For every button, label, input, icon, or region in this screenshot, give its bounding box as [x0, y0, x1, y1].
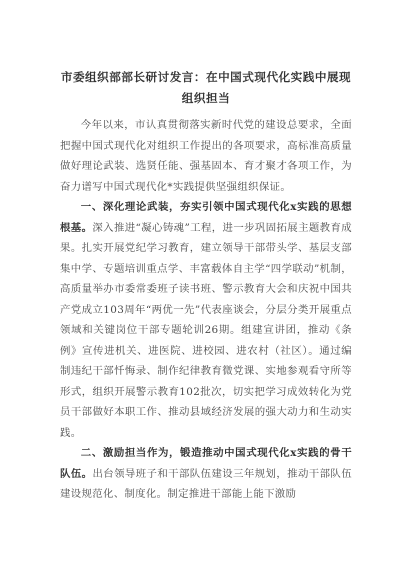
document-body [60, 115, 352, 505]
section-paragraph-1 [60, 197, 352, 443]
document-title: 市委组织部部长研讨发言：在中国式现代化实践中展现组织担当 [60, 70, 352, 105]
section-heading-1: 一、深化理论武装，夯实引领中国式现代化x实践的思想根基。 [60, 201, 352, 234]
section-body-2: 出台领导班子和干部队伍建设三年规划，推动干部队伍建设规范化、制度化。制定推进干部能上能下激励 [60, 467, 352, 500]
section-paragraph-2 [60, 443, 352, 505]
section-body-1: 深入推进“凝心铸魂”工程，进一步巩固拓展主题教育成果。扎实开展党纪学习教育，建立领导干部带头学、基层支部集中学、专题培训重点学、丰富载体自主学“四学联动”机制，高质量举办市委常委班子读书班、警示教育大会和庆祝中国共产党成立103周年“两优一先”代表座谈会，分层分类开展重点领域和关键岗位干部专题轮训26期。组建宣讲团，推动《条例》宣传进机关、进医院、进校园、进农村（社区）。通过编制违纪干部忏悔录、制作纪律教育微党课、实地参观看守所等形式，组织开展警示教育102批次，切实把学习成效转化为党员干部做好本职工作、推动县域经济发展的强大动力和生动实践。 [60, 221, 352, 439]
intro-paragraph: 今年以来，市认真贯彻落实新时代党的建设总要求，全面把握中国式现代化对组织工作提出的各项要求，高标准高质量做好理论武装、选贤任能、强基固本、育才聚才各项工作，为奋力谱写中国式现代化*实践提供坚强组织保证。 [60, 119, 352, 193]
section-heading-2: 二、激励担当作为，锻造推动中国式现代化x实践的骨干队伍。 [60, 447, 352, 480]
